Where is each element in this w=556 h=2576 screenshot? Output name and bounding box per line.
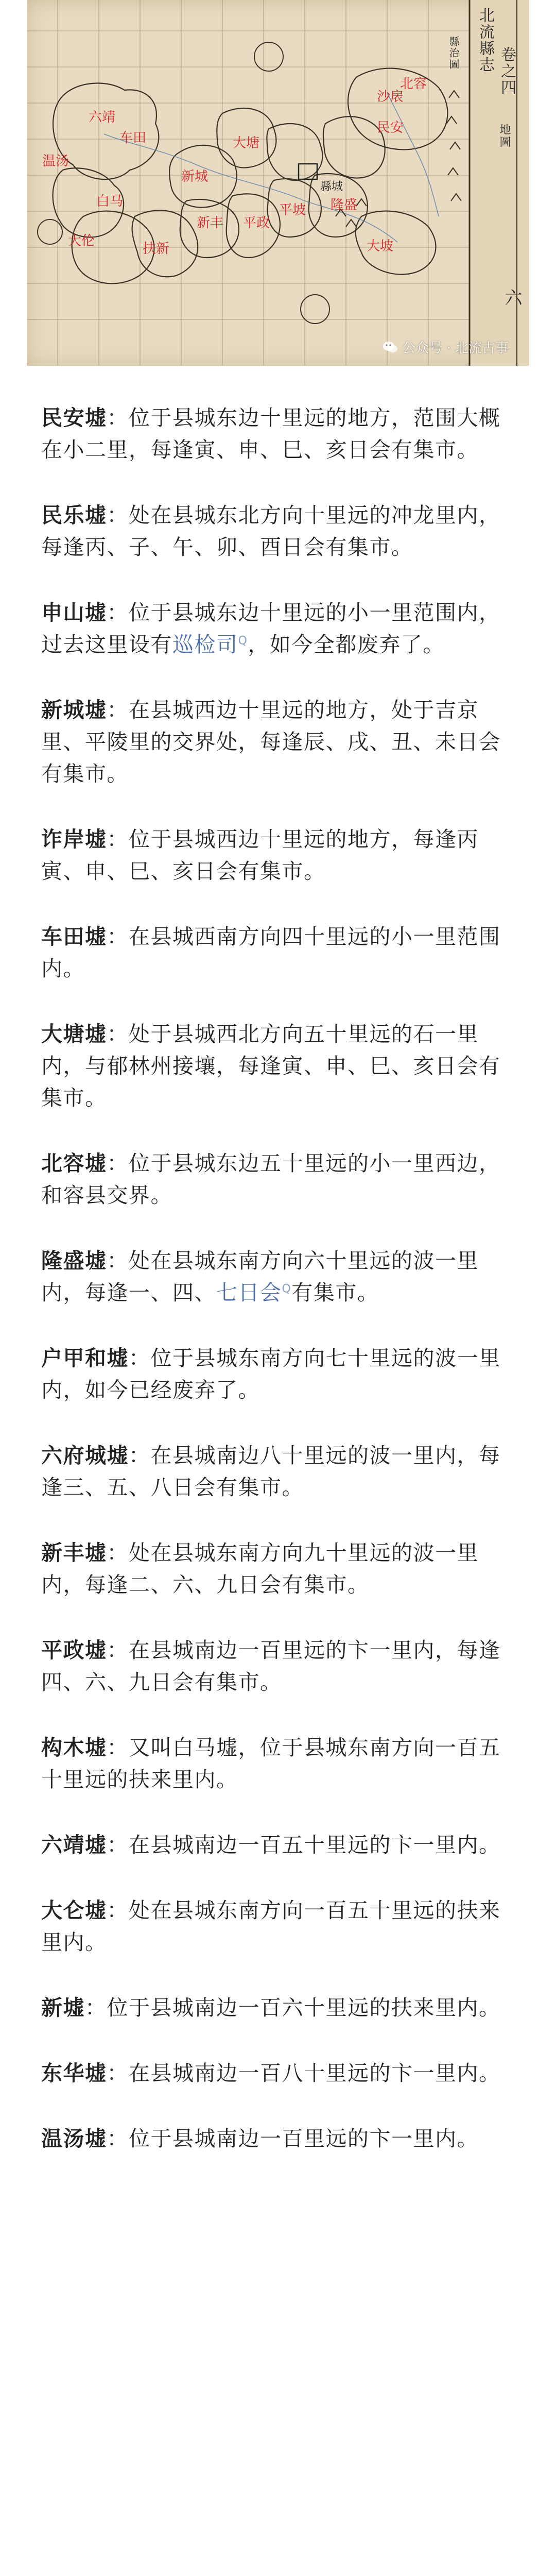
entry-wentang <box>41 2123 520 2155</box>
map-label: 新城 <box>181 169 208 184</box>
entry-chetian <box>41 921 520 985</box>
entry-text: ：处于县城西北方向五十里远的石一里内，与郁林州接壤，每逢寅、申、巳、亥日会有集市。 <box>41 1022 501 1110</box>
wechat-icon <box>383 341 398 354</box>
entry-xin <box>41 1992 520 2024</box>
entry-text: ：处在县城东北方向十里远的冲龙里内，每逢丙、子、午、卯、酉日会有集市。 <box>41 503 501 560</box>
entry-text: ：位于县城东边十里远的小一里范围内，过去这里设有 <box>41 600 501 657</box>
entry-name: 新城墟 <box>41 698 107 722</box>
market-entry-list <box>41 402 520 2188</box>
map-section-title: 地圖 <box>498 124 511 148</box>
entry-name: 六靖墟 <box>41 1833 107 1857</box>
map-label: 车田 <box>119 130 147 146</box>
entry-name: 平政墟 <box>41 1638 107 1663</box>
map-label: 六靖 <box>89 110 116 125</box>
map-watermark <box>383 337 509 357</box>
map-label-county-seat: 縣城 <box>320 180 343 193</box>
entry-shenshan <box>41 597 520 660</box>
entry-text: ：在县城南边八十里远的波一里内，每逢三、五、八日会有集市。 <box>41 1443 501 1500</box>
entry-text: ：位于县城南边一百六十里远的扶来里内。 <box>85 1995 501 2020</box>
entry-text: ：又叫白马墟，位于县城东南方向一百五十里远的扶来里内。 <box>41 1735 501 1792</box>
entry-name: 六府城墟 <box>41 1443 129 1468</box>
map-page-number: 六 <box>501 289 522 307</box>
entry-name: 北容墟 <box>41 1151 107 1176</box>
search-icon[interactable]: Q <box>238 634 248 648</box>
entry-text: ：在县城南边一百里远的卞一里内，每逢四、六、九日会有集市。 <box>41 1638 501 1694</box>
entry-name: 车田墟 <box>41 924 107 949</box>
entry-hujiahe <box>41 1342 520 1406</box>
entry-text: ：在县城西边十里远的地方，处于吉京里、平陵里的交界处，每逢辰、戌、丑、未日会有集市。 <box>41 698 501 786</box>
map-label: 新丰 <box>197 215 224 231</box>
map-inner-title: 縣治圖 <box>447 36 460 70</box>
entry-name: 申山墟 <box>41 600 107 625</box>
watermark-text: 公众号 · 北流古事 <box>402 341 509 356</box>
map-book-title: 北流縣志 <box>476 7 494 73</box>
entry-zhaan <box>41 823 520 887</box>
search-link-xunjiansi[interactable]: 巡检司 <box>172 632 238 657</box>
map-label: 白马 <box>96 194 124 209</box>
entry-name: 新墟 <box>41 1995 85 2020</box>
entry-name: 民安墟 <box>41 405 107 430</box>
entry-name: 温汤墟 <box>41 2126 107 2151</box>
map-label: 大坡 <box>367 239 394 254</box>
map-label: 沙扆 <box>377 89 404 105</box>
entry-datang <box>41 1018 520 1114</box>
entry-text-after: 有集市。 <box>291 1280 379 1305</box>
entry-liujing <box>41 1829 520 1861</box>
entry-text-after: ，如今全都废弃了。 <box>248 632 445 657</box>
entry-name: 东华墟 <box>41 2061 107 2086</box>
entry-minan <box>41 402 520 466</box>
entry-dalun <box>41 1894 520 1958</box>
entry-goumu <box>41 1732 520 1795</box>
entry-text: ：位于县城东边十里远的地方，范围大概在小二里，每逢寅、申、巳、亥日会有集市。 <box>41 405 501 462</box>
map-label: 扶新 <box>143 241 170 257</box>
entry-name: 隆盛墟 <box>41 1248 107 1273</box>
entry-name: 大仑墟 <box>41 1898 107 1923</box>
entry-text: ：在县城南边一百八十里远的卞一里内。 <box>107 2061 501 2086</box>
entry-donghua <box>41 2057 520 2089</box>
entry-text: ：位于县城东边五十里远的小一里西边，和容县交界。 <box>41 1151 501 1208</box>
entry-name: 大塘墟 <box>41 1022 107 1046</box>
entry-liufucheng <box>41 1439 520 1503</box>
entry-beirong <box>41 1147 520 1211</box>
entry-xincheng <box>41 694 520 790</box>
entry-name: 新丰墟 <box>41 1540 107 1565</box>
entry-text: ：处在县城东南方向一百五十里远的扶来里内。 <box>41 1898 501 1955</box>
entry-text: ：处在县城东南方向九十里远的波一里内，每逢二、六、九日会有集市。 <box>41 1540 479 1597</box>
entry-pingzheng <box>41 1634 520 1698</box>
map-label: 平坡 <box>279 202 306 218</box>
entry-minle <box>41 499 520 563</box>
map-label: 平政 <box>243 215 270 231</box>
entry-name: 诈岸墟 <box>41 827 107 852</box>
entry-name: 民乐墟 <box>41 503 107 528</box>
entry-text: ：在县城南边一百五十里远的卞一里内。 <box>107 1833 501 1857</box>
entry-text: ：位于县城东南方向七十里远的波一里内，如今已经废弃了。 <box>41 1346 501 1402</box>
entry-name: 构木墟 <box>41 1735 107 1760</box>
entry-name: 户甲和墟 <box>41 1346 129 1370</box>
map-label: 北容 <box>400 76 427 92</box>
search-icon[interactable]: Q <box>282 1282 292 1296</box>
entry-text: ：位于县城西边十里远的地方，每逢丙寅、申、巳、亥日会有集市。 <box>41 827 479 884</box>
entry-text: ：位于县城南边一百里远的卞一里内。 <box>107 2126 479 2151</box>
map-volume-title: 卷之四 <box>498 46 516 96</box>
entry-text: ：处在县城东南方向六十里远的波一里内，每逢一、四、 <box>41 1248 479 1305</box>
map-label: 隆盛 <box>331 197 358 213</box>
entry-text: ：在县城西南方向四十里远的小一里范围内。 <box>41 924 501 981</box>
map-label: 温汤 <box>42 154 70 169</box>
map-label: 民安 <box>377 120 404 135</box>
entry-xinfeng <box>41 1537 520 1601</box>
search-link-qirihui[interactable]: 七日会 <box>216 1280 282 1305</box>
map-label: 大伦 <box>68 233 95 249</box>
map-label: 大塘 <box>233 135 260 151</box>
historical-map-image <box>27 0 529 366</box>
entry-longsheng <box>41 1245 520 1309</box>
